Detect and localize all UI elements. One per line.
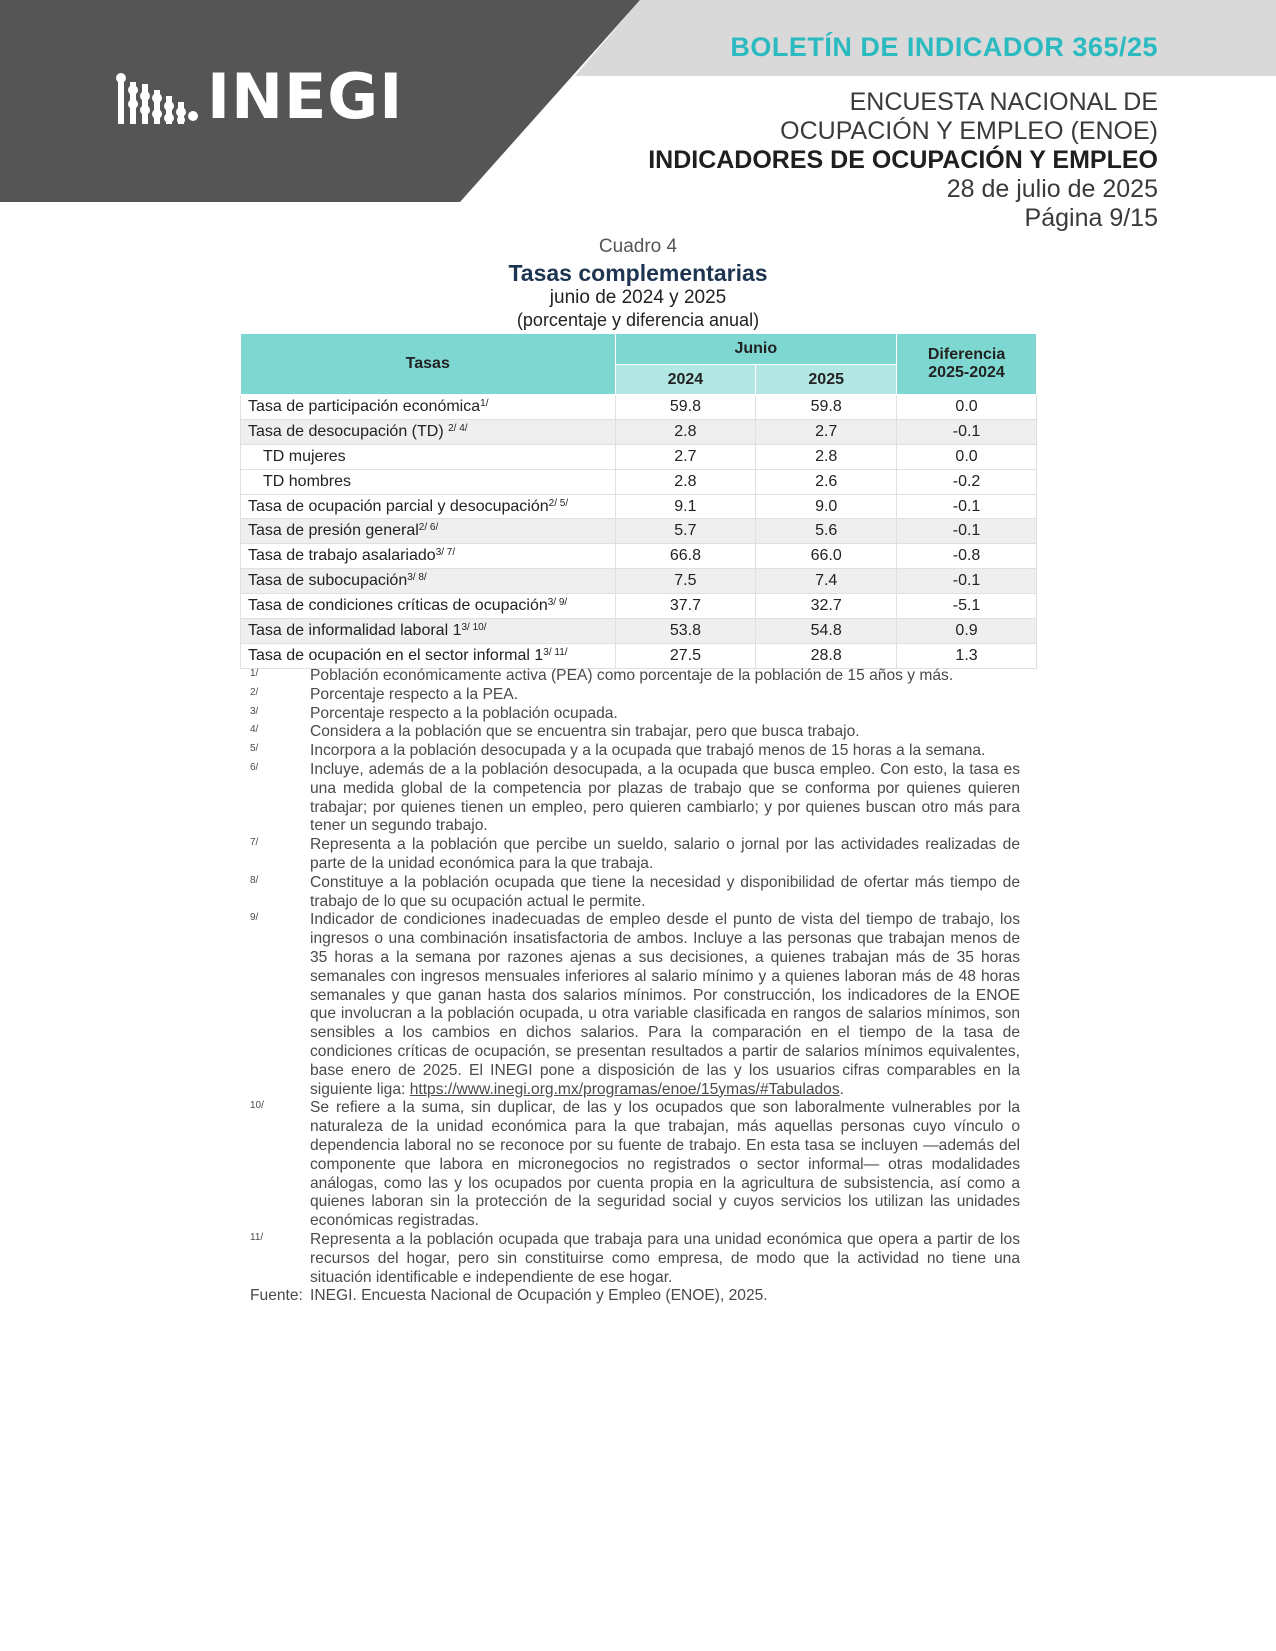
value-2024: 2.7 bbox=[615, 444, 756, 469]
value-2024: 2.8 bbox=[615, 419, 756, 444]
table-subtitle: junio de 2024 y 2025 bbox=[549, 287, 727, 308]
value-2025: 54.8 bbox=[756, 619, 897, 644]
value-diff: -0.2 bbox=[897, 469, 1037, 494]
inegi-logo: INEGI bbox=[207, 60, 404, 133]
footnote-mark: 5/ bbox=[250, 743, 259, 755]
value-diff: -5.1 bbox=[897, 594, 1037, 619]
table-row bbox=[241, 519, 1037, 544]
document-header bbox=[648, 88, 1158, 233]
table-row bbox=[241, 544, 1037, 569]
value-2024: 27.5 bbox=[615, 643, 756, 668]
footnote-ref: 1/ bbox=[480, 397, 489, 409]
table-row bbox=[241, 643, 1037, 668]
value-2024: 9.1 bbox=[615, 494, 756, 519]
footnote-mark: 8/ bbox=[250, 874, 259, 886]
footnote-mark: 7/ bbox=[250, 837, 259, 849]
header-page: Página 9/15 bbox=[1024, 204, 1158, 232]
footnote-text: Representa a la población que percibe un sueldo, salario o jornal por las actividades realizadas de parte de la unidad económica para la que trabaja. bbox=[310, 836, 1020, 872]
value-2024: 7.5 bbox=[615, 569, 756, 594]
tabulados-link[interactable]: https://www.inegi.org.mx/programas/enoe/15ymas/#Tabulados bbox=[409, 1080, 840, 1098]
footnote-ref: 2/ 4/ bbox=[448, 422, 468, 434]
value-diff: 0.0 bbox=[897, 444, 1037, 469]
value-2025: 9.0 bbox=[756, 494, 897, 519]
bulletin-number: BOLETÍN DE INDICADOR 365/25 bbox=[730, 32, 1158, 62]
footnote-text: Constituye a la población ocupada que tiene la necesidad y disponibilidad de ofertar más tiempo de trabajo de lo que su ocupación actual le permite. bbox=[310, 873, 1020, 910]
footnote-ref: 3/ 9/ bbox=[547, 597, 568, 609]
value-2024: 59.8 bbox=[615, 395, 756, 420]
footnote-ref: 3/ 7/ bbox=[435, 547, 456, 559]
table-row bbox=[241, 569, 1037, 594]
row-label: Tasa de ocupación en el sector informal $1^{3/ 11/}$ bbox=[241, 643, 616, 668]
table-title: Tasas complementarias bbox=[508, 260, 768, 286]
value-2024: 53.8 bbox=[615, 619, 756, 644]
footnote bbox=[250, 1231, 1020, 1287]
row-label: Tasa de ocupación parcial y desocupación$^{2/ 5/}$ bbox=[241, 494, 616, 519]
value-2025: 28.8 bbox=[756, 643, 897, 668]
footnote-ref: 2/ 6/ bbox=[418, 522, 439, 534]
value-2025: 5.6 bbox=[756, 519, 897, 544]
row-label: Tasa de trabajo asalariado$^{3/ 7/}$ bbox=[241, 544, 616, 569]
row-label: TD mujeres bbox=[241, 444, 616, 469]
footnote bbox=[250, 667, 1020, 686]
source-note bbox=[250, 1287, 1020, 1306]
source-label: Fuente: bbox=[250, 1287, 303, 1305]
footnote-text: Indicador de condiciones inadecuadas de empleo desde el punto de vista del tiempo de trabajo, los ingresos o una combinación insatisfactoria de ambos. Incluye a las personas que trabajan menos de 35 horas a la semana por razones ajenas a sus decisiones, a quienes trabajan más de 35 horas semanales con ingresos mensuales inferiores al salario mínimo y a quienes laboran más de 48 horas semanales y que ganan hasta dos salarios mínimos. Por construcción, los indicadores de la ENOE que involucran a la población ocupada, u otra variable clasificada en rangos de salarios mínimos, son sensibles a los cambios en dichos salarios. Para la comparación en el tiempo de la tasa de condiciones críticas de ocupación, se presentan resultados a partir de salarios mínimos equivalentes, base enero de 2025. El INEGI pone a disposición de las y los usuarios cifras comparables en la siguiente liga: bbox=[310, 911, 1020, 1098]
footnote bbox=[250, 1099, 1020, 1231]
footnote-text: Representa a la población ocupada que trabaja para una unidad económica que opera a partir de los recursos del hogar, pero sin constituirse como empresa, de modo que la actividad no tiene una situación identificable e independiente de ese hogar. bbox=[310, 1230, 1020, 1286]
header-line-1: ENCUESTA NACIONAL DE bbox=[849, 88, 1158, 116]
footnote-mark: 6/ bbox=[250, 761, 259, 773]
value-diff: -0.1 bbox=[897, 494, 1037, 519]
footnote bbox=[250, 723, 1020, 742]
footnote-mark: 10/ bbox=[250, 1100, 264, 1112]
table-number: Cuadro 4 bbox=[598, 236, 678, 257]
footnote-text-end: . bbox=[839, 1080, 844, 1098]
header-junio: Junio bbox=[615, 334, 897, 365]
header-2024: 2024 bbox=[615, 365, 756, 395]
footnotes bbox=[250, 667, 1020, 1306]
footnote bbox=[250, 874, 1020, 912]
table-row bbox=[241, 395, 1037, 420]
header-line-3: INDICADORES DE OCUPACIÓN Y EMPLEO bbox=[648, 146, 1158, 174]
footnote-text: Considera a la población que se encuentra sin trabajar, pero que busca trabajo. bbox=[310, 723, 860, 741]
value-2024: 37.7 bbox=[615, 594, 756, 619]
value-diff: -0.1 bbox=[897, 519, 1037, 544]
row-label: Tasa de participación económica$^{1/}$ bbox=[241, 395, 616, 420]
footnote-text: Porcentaje respecto a la PEA. bbox=[310, 685, 519, 703]
footnote-text: Se refiere a la suma, sin duplicar, de las y los ocupados que son laboralmente vulnerables por la naturaleza de la unidad económica para la que trabajan, más aquellas personas cuyo vínculo o dependencia laboral no se reconoce por su fuente de trabajo. En esta tasa se incluyen —además del componente que labora en micronegocios no registrados o sector informal— otras modalidades análogas, como las y los ocupados por cuenta propia en la agricultura de subsistencia, así como a quienes laboran sin la protección de la seguridad social y cuyos servicios los utilizan las unidades económicas registradas. bbox=[310, 1099, 1020, 1230]
value-2025: 2.6 bbox=[756, 469, 897, 494]
value-2024: 66.8 bbox=[615, 544, 756, 569]
value-2025: 32.7 bbox=[756, 594, 897, 619]
footnote-mark: 2/ bbox=[250, 686, 259, 698]
footnote bbox=[250, 911, 1020, 1099]
footnote-text: Porcentaje respecto a la población ocupada. bbox=[310, 704, 618, 722]
table-row bbox=[241, 594, 1037, 619]
footnote bbox=[250, 742, 1020, 761]
footnote-text: Incluye, además de a la población desocupada, a la ocupada que busca empleo. Con esto, la tasa es una medida global de la competencia por plazas de trabajo que se conforma por quienes quieren trabajar; por quienes tienen un empleo, pero quieren cambiarlo; y por quienes buscan otro más para tener un segundo trabajo. bbox=[310, 760, 1020, 835]
value-diff: -0.1 bbox=[897, 569, 1037, 594]
value-2025: 2.7 bbox=[756, 419, 897, 444]
source-text: INEGI. Encuesta Nacional de Ocupación y Empleo (ENOE), 2025. bbox=[310, 1287, 768, 1305]
table-unit: (porcentaje y diferencia anual) bbox=[516, 310, 760, 330]
value-diff: 1.3 bbox=[897, 643, 1037, 668]
row-label: Tasa de condiciones críticas de ocupación$^{3/ 9/}$ bbox=[241, 594, 616, 619]
row-label: TD hombres bbox=[241, 469, 616, 494]
footnote bbox=[250, 761, 1020, 836]
header-2025: 2025 bbox=[756, 365, 897, 395]
value-diff: -0.8 bbox=[897, 544, 1037, 569]
footnote-mark: 4/ bbox=[250, 724, 259, 736]
header-line-2: OCUPACIÓN Y EMPLEO (ENOE) bbox=[780, 117, 1158, 145]
footnote-text: Población económicamente activa (PEA) como porcentaje de la población de 15 años y más. bbox=[310, 667, 954, 684]
table-row bbox=[241, 494, 1037, 519]
value-2024: 5.7 bbox=[615, 519, 756, 544]
header-diff-line2: 2025-2024 bbox=[928, 364, 1005, 381]
footnote-mark: 9/ bbox=[250, 912, 259, 924]
footnote-ref: 3/ 8/ bbox=[407, 572, 427, 584]
footnote-ref: 2/ 5/ bbox=[548, 497, 569, 509]
row-label: Tasa de desocupación (TD) $^{2/ 4/}$ bbox=[241, 419, 616, 444]
header-tasas: Tasas bbox=[241, 334, 616, 395]
value-2025: 66.0 bbox=[756, 544, 897, 569]
footnote bbox=[250, 705, 1020, 724]
value-2025: 59.8 bbox=[756, 395, 897, 420]
footnote-mark: 1/ bbox=[250, 668, 259, 679]
table-row bbox=[241, 619, 1037, 644]
footnote-mark: 11/ bbox=[250, 1231, 264, 1243]
value-diff: 0.0 bbox=[897, 395, 1037, 420]
footnote-ref: 3/ 10/ bbox=[461, 621, 487, 633]
table-row bbox=[241, 419, 1037, 444]
value-2024: 2.8 bbox=[615, 469, 756, 494]
footnote-ref: 3/ 11/ bbox=[543, 646, 568, 658]
header-diferencia bbox=[897, 334, 1037, 395]
rates-table bbox=[240, 333, 1037, 669]
footnote bbox=[250, 836, 1020, 874]
value-diff: -0.1 bbox=[897, 419, 1037, 444]
footnote bbox=[250, 686, 1020, 705]
row-label: Tasa de informalidad laboral $1^{3/ 10/}$ bbox=[241, 619, 616, 644]
row-label: Tasa de subocupación$^{3/ 8/}$ bbox=[241, 569, 616, 594]
value-diff: 0.9 bbox=[897, 619, 1037, 644]
footnote-mark: 3/ bbox=[250, 705, 259, 717]
row-label: Tasa de presión general$^{2/ 6/}$ bbox=[241, 519, 616, 544]
table-row bbox=[241, 444, 1037, 469]
footnote-text: Incorpora a la población desocupada y a la ocupada que trabajó menos de 15 horas a la semana. bbox=[310, 742, 986, 760]
value-2025: 2.8 bbox=[756, 444, 897, 469]
header-date: 28 de julio de 2025 bbox=[946, 175, 1158, 203]
value-2025: 7.4 bbox=[756, 569, 897, 594]
header-diff-line1: Diferencia bbox=[927, 346, 1006, 363]
table-row bbox=[241, 469, 1037, 494]
